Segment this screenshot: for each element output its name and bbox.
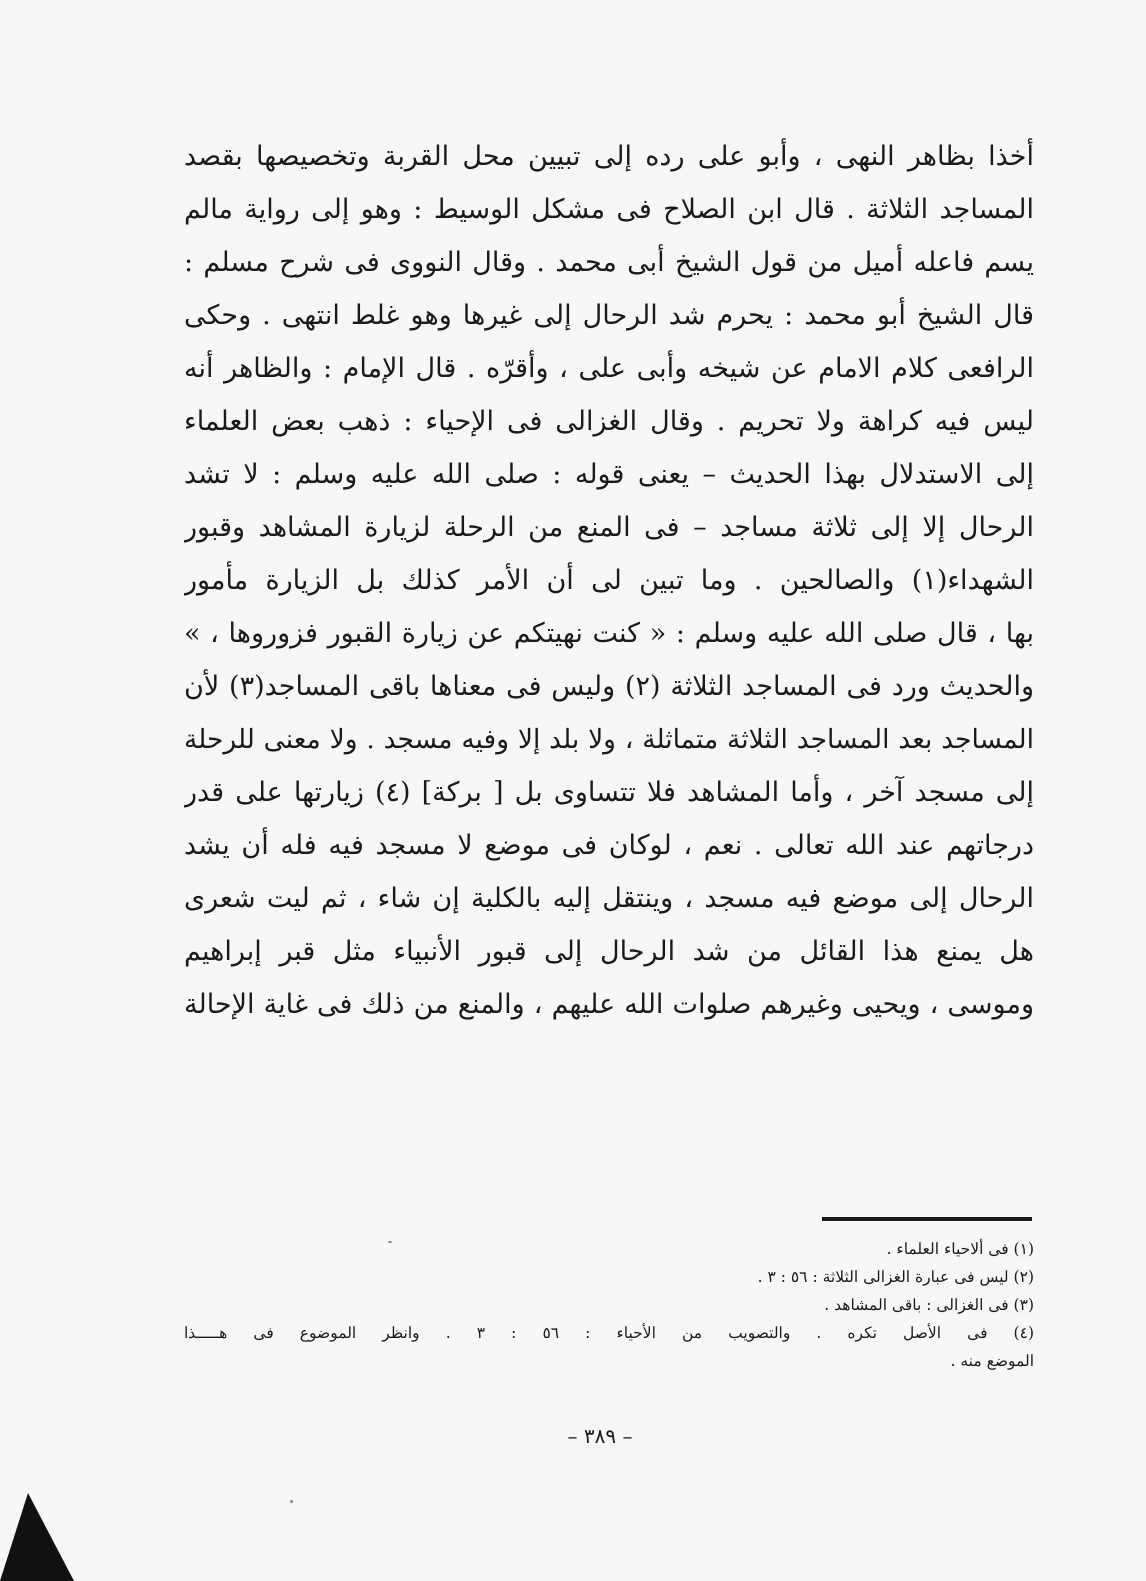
- footnote: (٢) ليس فى عبارة الغزالى الثلاثة : ٥٦ : ٣ .: [757, 1268, 1034, 1286]
- text-line: بها ، قال صلى الله عليه وسلم : « كنت نهيتكم عن زيارة القبور فزوروها ، »: [184, 618, 1034, 649]
- page-number: – ٣٨٩ –: [567, 1424, 633, 1448]
- text-line: وموسى ، ويحيى وغيرهم صلوات الله عليهم ، والمنع من ذلك فى غاية الإحالة: [184, 989, 1034, 1020]
- text-line: درجاتهم عند الله تعالى . نعم ، لوكان فى موضع لا مسجد فيه فله أن يشد: [184, 830, 1034, 861]
- text-line: الرحال إلى موضع فيه مسجد ، وينتقل إليه بالكلية إن شاء ، ثم ليت شعرى: [184, 883, 1034, 914]
- scan-corner-shadow: [0, 1493, 74, 1581]
- text-line: أخذا بظاهر النهى ، وأبو على رده إلى تبيين محل القربة وتخصيصها بقصد: [184, 141, 1034, 172]
- text-line: إلى مسجد آخر ، وأما المشاهد فلا تتساوى بل [ بركة] (٤) زيارتها على قدر: [184, 777, 1034, 808]
- text-line: قال الشيخ أبو محمد : يحرم شد الرحال إلى غيرها وهو غلط انتهى . وحكى: [184, 300, 1034, 331]
- text-line: يسم فاعله أميل من قول الشيخ أبى محمد . وقال النووى فى شرح مسلم :: [184, 247, 1034, 278]
- footnotes-block: [184, 1235, 1034, 1375]
- scan-speck: [388, 1241, 392, 1243]
- text-line: المساجد بعد المساجد الثلاثة متماثلة ، ولا بلد إلا وفيه مسجد . ولا معنى للرحلة: [184, 724, 1034, 755]
- footnote: (١) فى ألاحياء العلماء .: [886, 1240, 1034, 1258]
- text-line: إلى الاستدلال بهذا الحديث – يعنى قوله : صلى الله عليه وسلم : لا تشد: [184, 459, 1034, 490]
- text-line: والحديث ورد فى المساجد الثلاثة (٢) وليس فى معناها باقى المساجد(٣) لأن: [184, 671, 1034, 702]
- text-line: الرافعى كلام الامام عن شيخه وأبى على ، وأقرّه . قال الإمام : والظاهر أنه: [184, 353, 1034, 384]
- text-line: الشهداء(١) والصالحين . وما تبين لى أن الأمر كذلك بل الزيارة مأمور: [184, 565, 1034, 596]
- text-line: هل يمنع هذا القائل من شد الرحال إلى قبور الأنبياء مثل قبر إبراهيم: [184, 936, 1034, 967]
- text-line: الرحال إلا إلى ثلاثة مساجد – فى المنع من الرحلة لزيارة المشاهد وقبور: [184, 512, 1034, 543]
- footnote-continuation: الموضع منه .: [950, 1352, 1034, 1370]
- footnote: (٤) فى الأصل تكره . والتصويب من الأحياء : ٥٦ : ٣ . وانظر الموضوع فى هـــــذا: [184, 1324, 1034, 1342]
- scan-speck: [290, 1500, 293, 1503]
- text-line: ليس فيه كراهة ولا تحريم . وقال الغزالى فى الإحياء : ذهب بعض العلماء: [184, 406, 1034, 437]
- footnote-separator-rule: [822, 1217, 1032, 1221]
- main-text-block: [184, 130, 1034, 1031]
- footnote: (٣) فى الغزالى : باقى المشاهد .: [824, 1296, 1034, 1314]
- text-line: المساجد الثلاثة . قال ابن الصلاح فى مشكل الوسيط : وهو إلى رواية مالم: [184, 194, 1034, 225]
